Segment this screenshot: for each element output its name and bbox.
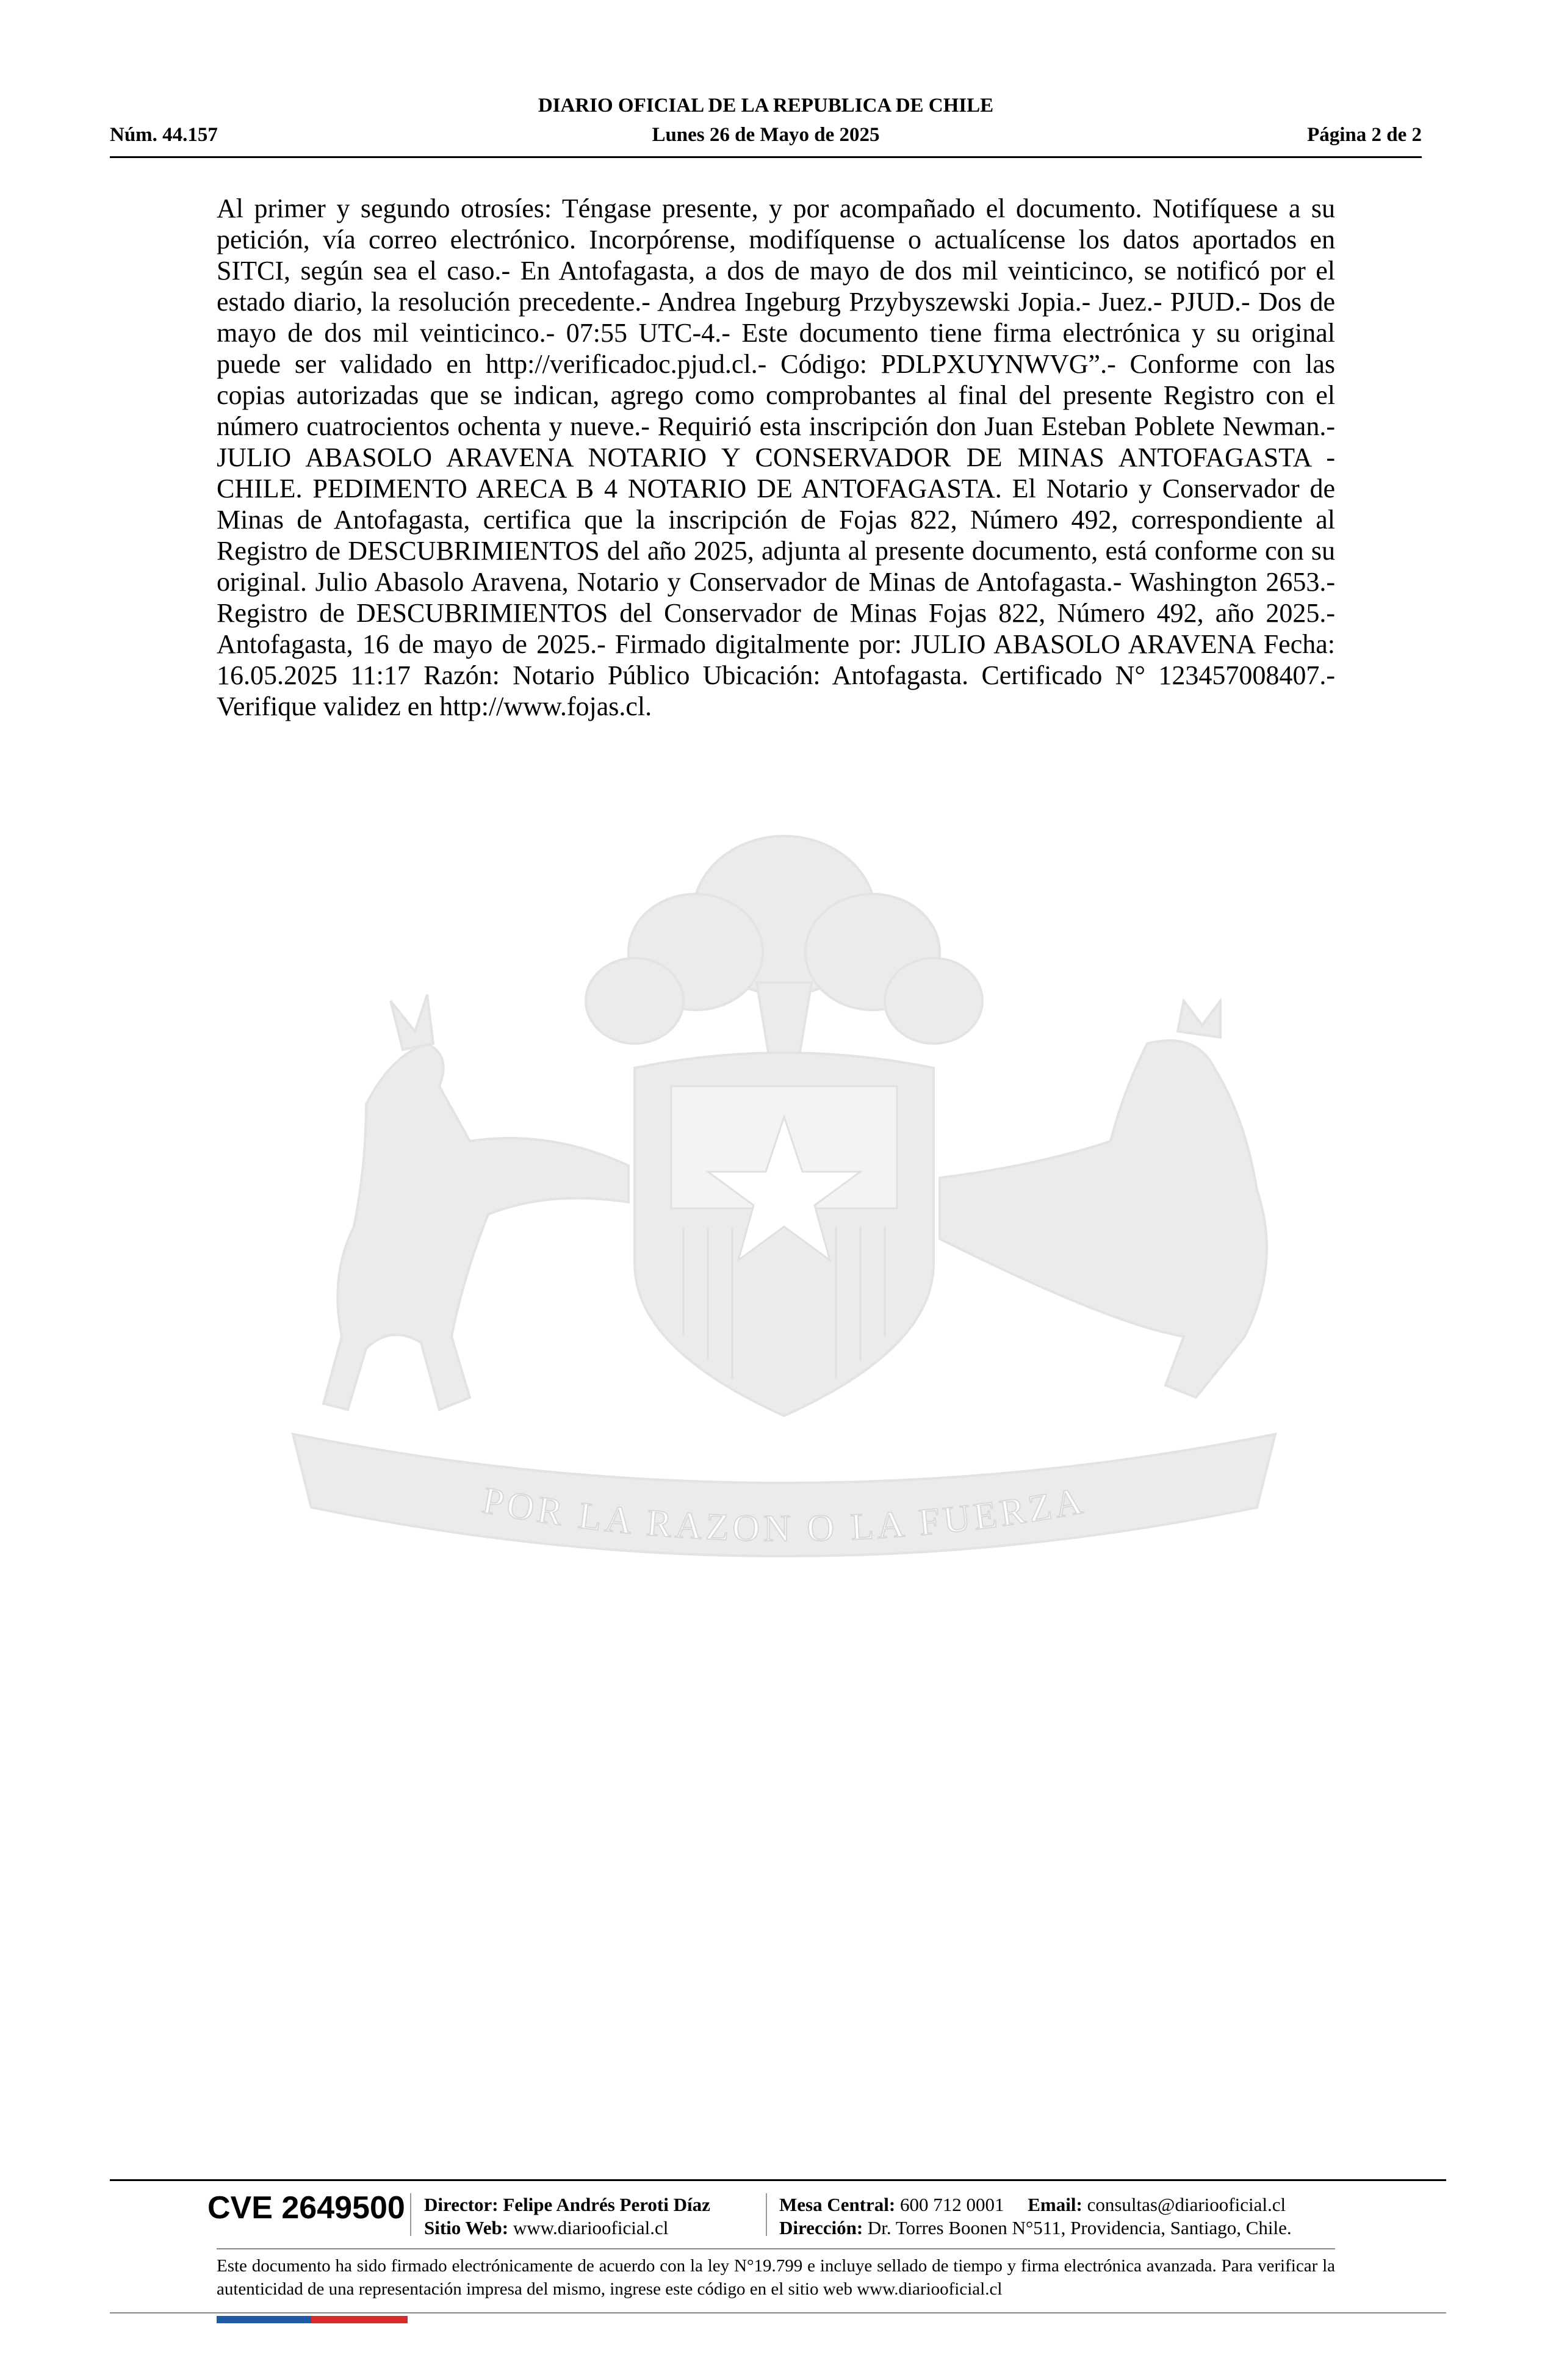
footer-separator <box>766 2193 767 2236</box>
chile-coat-of-arms-watermark <box>207 799 1361 1666</box>
footer-divider-bottom <box>110 2312 1446 2313</box>
coat-of-arms-motto: POR LA RAZON O LA FUERZA <box>479 1479 1089 1550</box>
newspaper-title: DIARIO OFICIAL DE LA REPUBLICA DE CHILE <box>538 95 994 117</box>
address-value: Dr. Torres Boonen N°511, Providencia, Santiago, Chile. <box>867 2217 1292 2238</box>
issue-date: Lunes 26 de Mayo de 2025 <box>652 124 880 146</box>
page-number: Página 2 de 2 <box>1307 124 1422 146</box>
director-label: Director: <box>424 2194 499 2215</box>
footer-separator <box>410 2193 411 2236</box>
document-body: Al primer y segundo otrosíes: Téngase presente, y por acompañado el documento. Notifíquese a su petición, vía correo electrónico. Incorpórense, modifíquense o actualícense los datos aportados en SITCI, según sea el caso.- En Antofagasta, a dos de mayo de dos mil veinticinco, se notificó por el estado diario, la resolución precedente.- Andrea Ingeburg Przybyszewski Jopia.- Juez.- PJUD.- Dos de mayo de dos mil veinticinco.- 07:55 UTC-4.- Este documento tiene firma electrónica y su original puede ser validado en http://verificadoc.pjud.cl.- Código: PDLPXUYNWVG”.- Conforme con las copias autorizadas que se indican, agrego como comprobantes al final del presente Registro con el número cuatrocientos ochenta y nueve.- Requirió esta inscripción don Juan Esteban Poblete Newman.- JULIO ABASOLO ARAVENA NOTARIO Y CONSERVADOR DE MINAS ANTOFAGASTA - CHILE. PEDIMENTO ARECA B 4 NOTARIO DE ANTOFAGASTA. El Notario y Conservador de Minas de Antofagasta, certifica que la inscripción de Fojas 822, Número 492, correspondiente al Registro de DESCUBRIMIENTOS del año 2025, adjunta al presente documento, está conforme con su original. Julio Abasolo Aravena, Notario y Conservador de Minas de Antofagasta.- Washington 2653.- Registro de DESCUBRIMIENTOS del Conservador de Minas Fojas 822, Número 492, año 2025.- Antofagasta, 16 de mayo de 2025.- Firmado digitalmente por: JULIO ABASOLO ARAVENA Fecha: 16.05.2025 11:17 Razón: Notario Público Ubicación: Antofagasta. Certificado N° 123457008407.- Verifique validez en http://www.fojas.cl. <box>217 193 1335 721</box>
contact-line <box>779 2193 1286 2216</box>
issue-number: Núm. 44.157 <box>110 124 218 146</box>
phone-label: Mesa Central: <box>779 2194 896 2215</box>
address-label: Dirección: <box>779 2217 863 2238</box>
website-link[interactable]: www.diariooficial.cl <box>513 2217 669 2238</box>
header-divider <box>110 156 1422 158</box>
flag-stripe-red <box>311 2316 408 2323</box>
signature-notice: Este documento ha sido firmado electrónicamente de acuerdo con la ley N°19.799 e incluye sellado de tiempo y firma electrónica avanzada. Para verificar la autenticidad de una representación impresa del mismo, ingrese este código en el sitio web www.diariooficial.cl <box>217 2256 1335 2299</box>
page-header <box>110 95 1422 156</box>
email-link[interactable]: consultas@diariooficial.cl <box>1087 2194 1286 2215</box>
website-line <box>424 2216 668 2240</box>
address-line <box>779 2216 1292 2240</box>
director-line <box>424 2193 710 2216</box>
phone-value: 600 712 0001 <box>900 2194 1004 2215</box>
footer-divider-middle <box>217 2248 1335 2249</box>
cve-code: CVE 2649500 <box>207 2190 405 2226</box>
email-label: Email: <box>1028 2194 1082 2215</box>
flag-stripe-blue <box>217 2316 311 2323</box>
website-label: Sitio Web: <box>424 2217 509 2238</box>
footer-divider-top <box>110 2179 1446 2181</box>
director-name: Felipe Andrés Peroti Díaz <box>503 2194 710 2215</box>
